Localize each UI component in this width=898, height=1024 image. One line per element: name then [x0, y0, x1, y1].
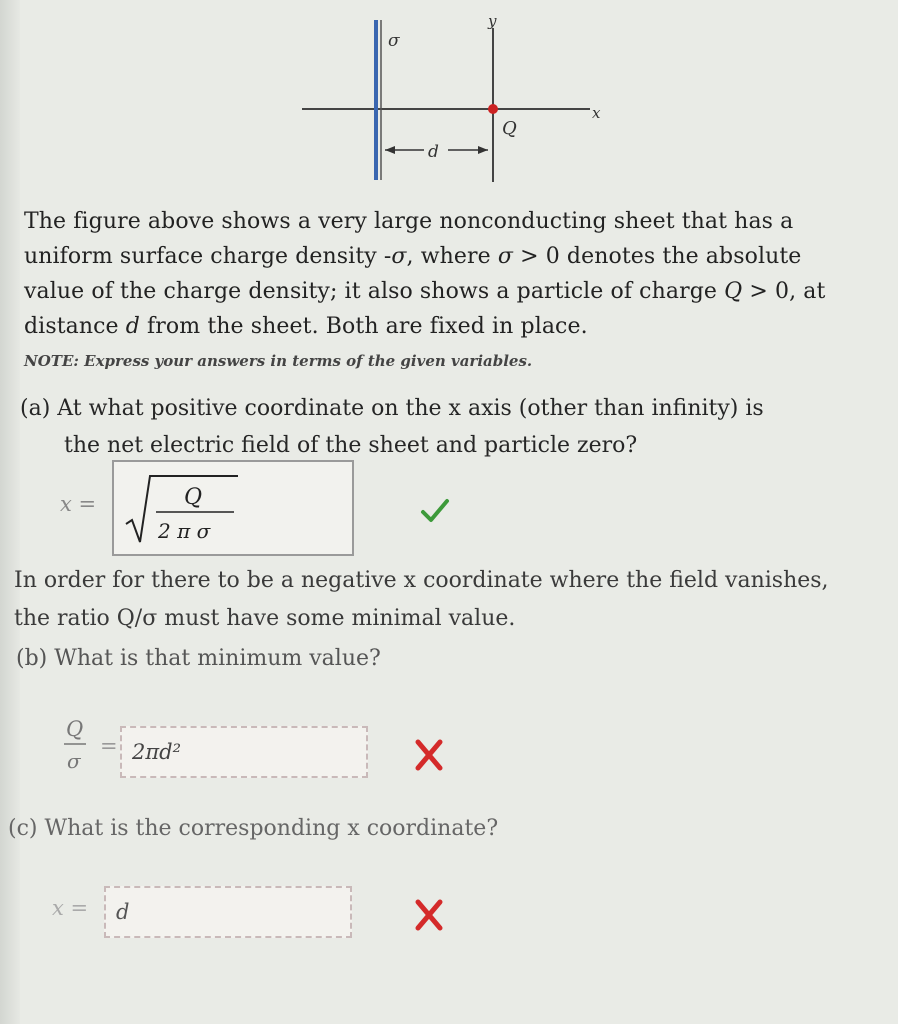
part-a-question: [20, 390, 860, 464]
part-a-denominator: 2 π σ: [158, 519, 211, 543]
part-b-answer-value: 2πd²: [132, 740, 182, 764]
part-b-equals: =: [100, 734, 118, 758]
part-a-line2: the net electric field of the sheet and particle zero?: [64, 433, 638, 458]
figure-diagram: [290, 10, 620, 200]
part-b-answer-field[interactable]: [120, 726, 368, 778]
incorrect-x-icon: [414, 898, 444, 936]
problem-figure: [290, 10, 620, 200]
part-c-question: (c) What is the corresponding x coordinate?: [8, 816, 499, 841]
incorrect-x-icon: [414, 738, 444, 776]
d-arrow-right: [478, 146, 488, 154]
d-arrow-left: [385, 146, 395, 154]
part-b-question: (b) What is that minimum value?: [16, 646, 381, 671]
part-a-line1: (a) At what positive coordinate on the x axis (other than infinity) is: [20, 396, 764, 421]
note-text: NOTE: Express your answers in terms of the given variables.: [24, 352, 533, 370]
monitor-bezel-edge: [0, 0, 20, 1024]
part-a-answer-label: x =: [60, 492, 97, 516]
part-c-answer-label: x =: [52, 896, 89, 920]
part-c-answer-field[interactable]: [104, 886, 352, 938]
part-b-intro: In order for there to be a negative x coordinate where the field vanishes, the ratio Q/σ must have some minimal value.: [14, 568, 829, 631]
part-b-answer-label: [60, 714, 90, 774]
figure-y-label: y: [488, 12, 497, 30]
problem-statement: The figure above shows a very large nonconducting sheet that has a uniform surface charge density -σ, where σ > 0 denotes the absolute value of the charge density; it also shows a particle of charge Q > 0, at distance d from the sheet. Both are fixed in place.: [24, 209, 826, 339]
part-a-numerator: Q: [184, 485, 203, 510]
correct-check-icon: [420, 498, 450, 528]
part-a-answer-expression: [122, 472, 242, 548]
charge-particle: [488, 104, 498, 114]
part-a-answer-field[interactable]: [112, 460, 354, 556]
part-b-label-den: σ: [67, 749, 81, 773]
part-b-label-num: Q: [66, 717, 84, 741]
figure-Q-label: Q: [502, 118, 517, 139]
figure-d-label: d: [428, 142, 439, 162]
figure-x-label: x: [592, 104, 601, 122]
part-c-answer-value: d: [116, 900, 130, 924]
figure-sigma-label: σ: [388, 31, 400, 51]
